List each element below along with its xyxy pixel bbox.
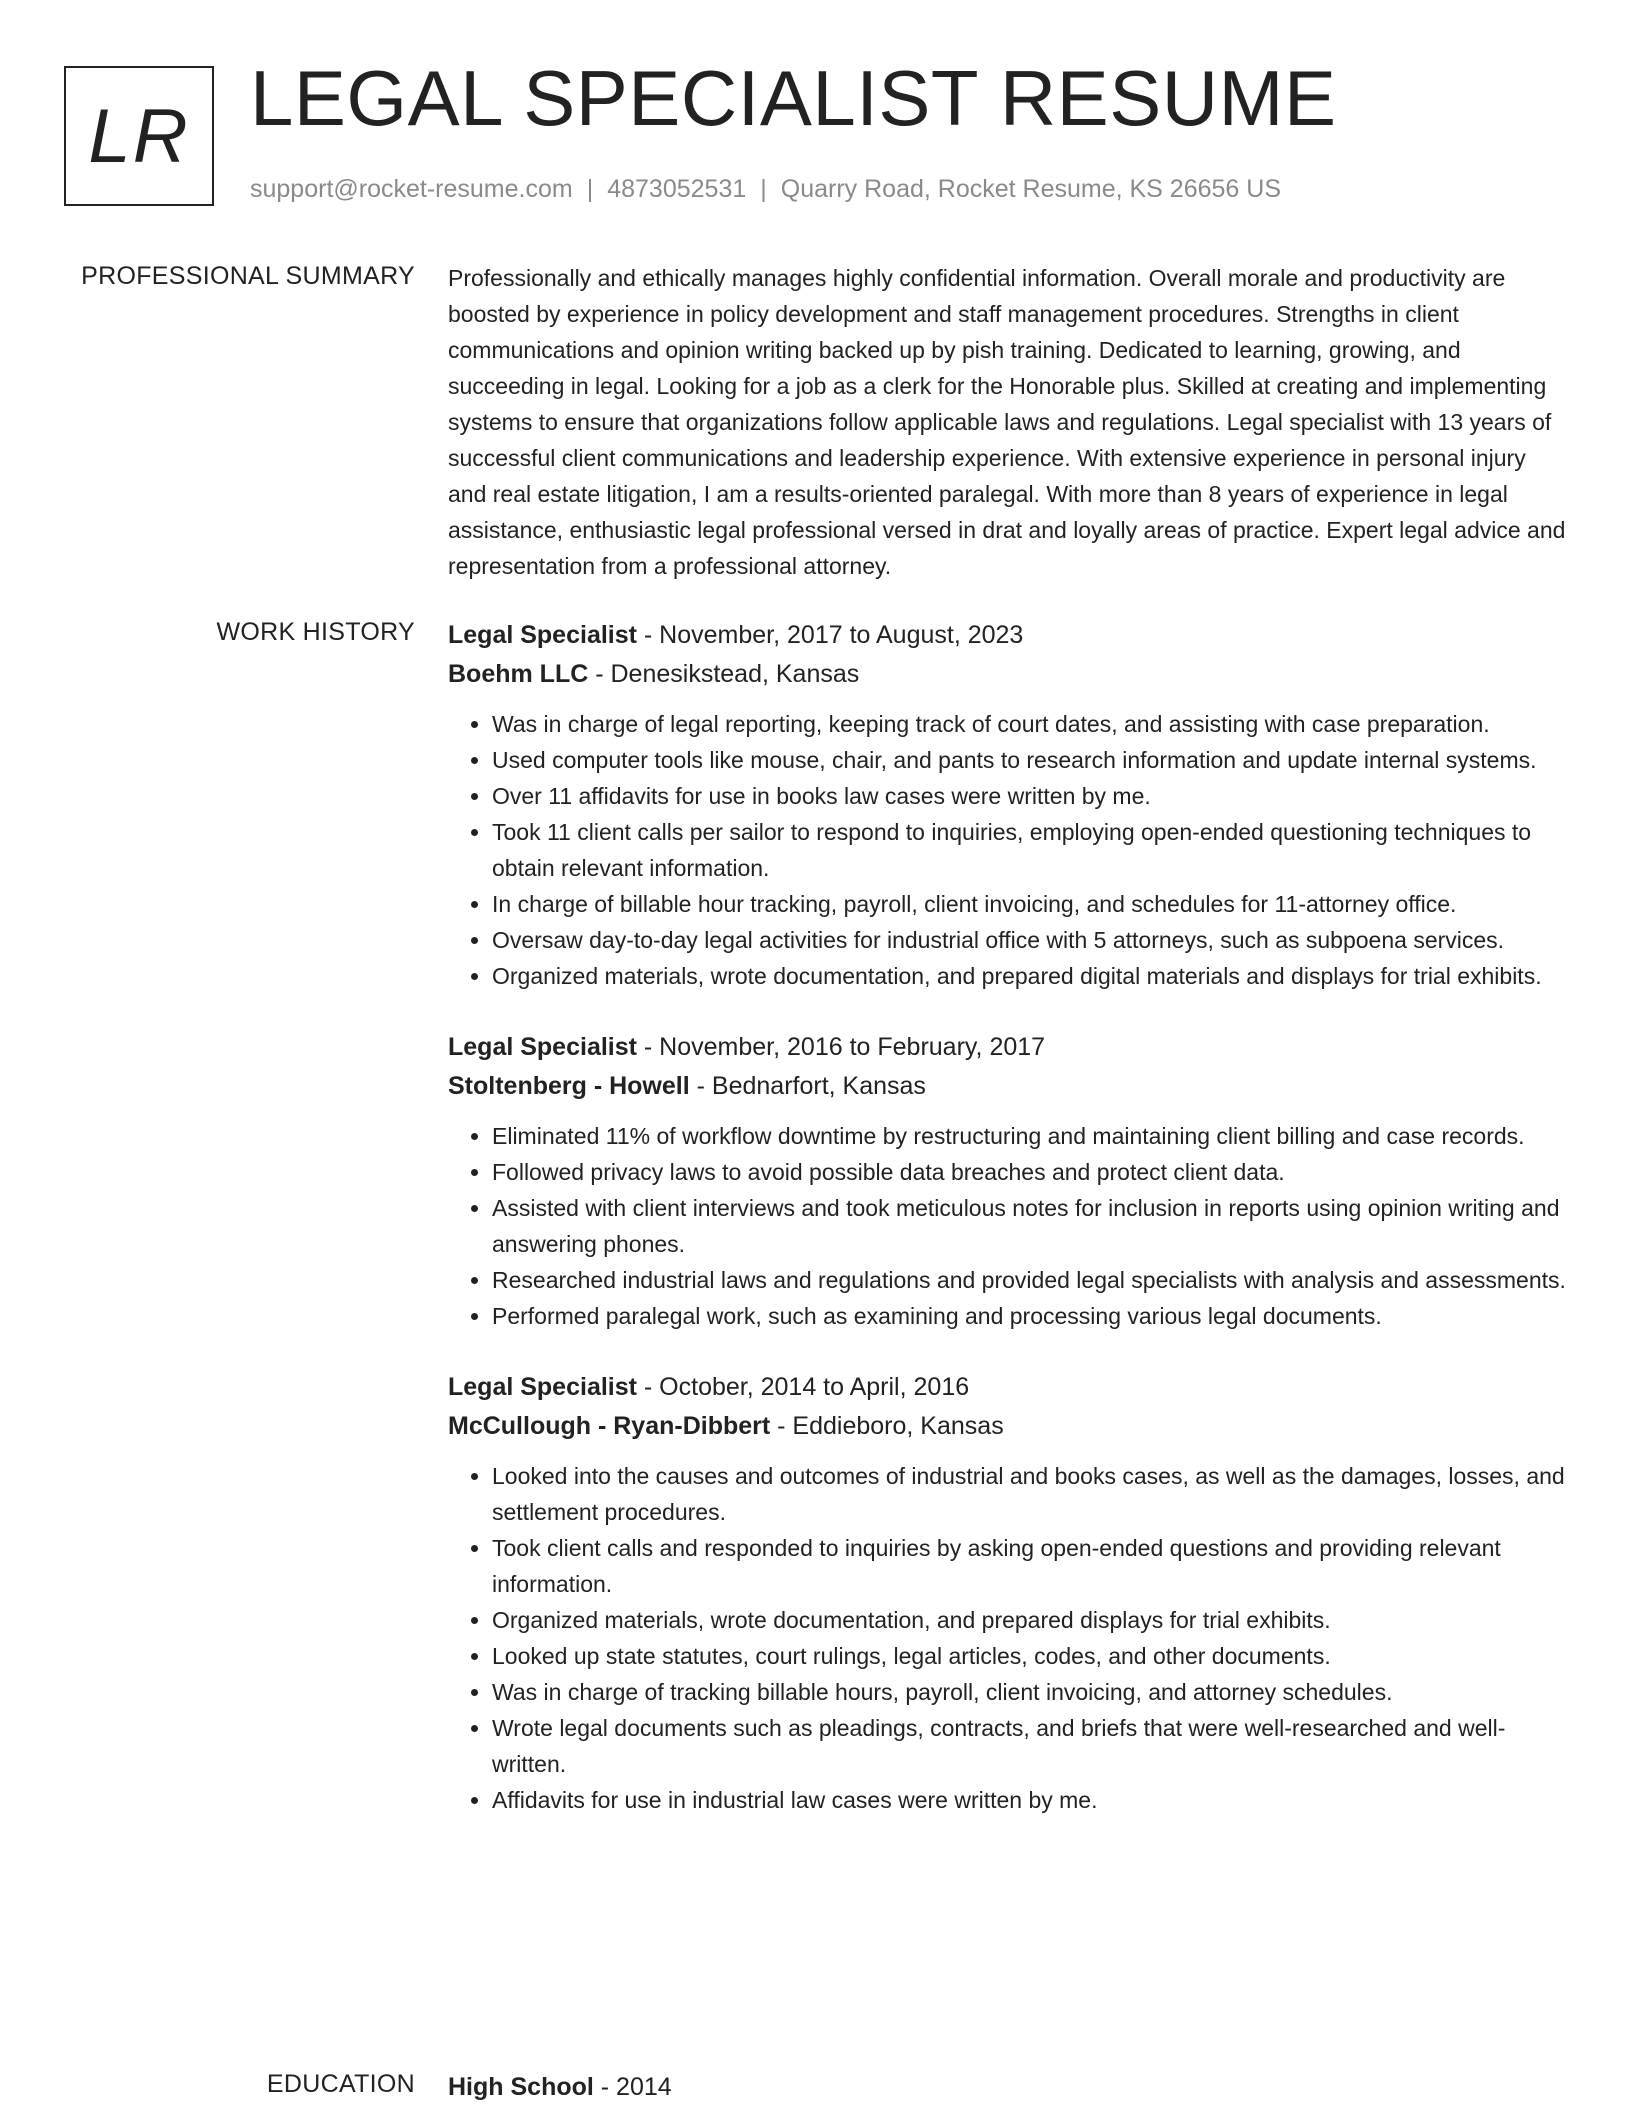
contact-email: support@rocket-resume.com	[250, 175, 573, 203]
education-degree: High School	[448, 2073, 594, 2101]
job-bullet: • Over 11 affidavits for use in books law cases were written by me.	[492, 778, 1568, 814]
job-entry	[448, 616, 1568, 994]
job-bullets	[448, 1458, 1568, 1818]
job-bullet: • Affidavits for use in industrial law cases were written by me.	[492, 1782, 1568, 1818]
page-title: LEGAL SPECIALIST RESUME	[250, 54, 1337, 142]
job-bullet: • Assisted with client interviews and took meticulous notes for inclusion in reports using opinion writing and answering phones.	[492, 1190, 1568, 1262]
job-dates: - November, 2016 to February, 2017	[636, 1033, 1046, 1061]
job-bullet: • Performed paralegal work, such as examining and processing various legal documents.	[492, 1298, 1568, 1334]
contact-separator: |	[760, 175, 767, 203]
job-bullet: • Took 11 client calls per sailor to respond to inquiries, employing open-ended questioning techniques to obtain relevant information.	[492, 814, 1568, 886]
contact-phone: 4873052531	[607, 175, 747, 203]
contact-address: Quarry Road, Rocket Resume, KS 26656 US	[780, 175, 1281, 203]
education-heading: EDUCATION	[266, 2070, 415, 2098]
job-bullet: • Oversaw day-to-day legal activities for industrial office with 5 attorneys, such as subpoena services.	[492, 922, 1568, 958]
education-body	[448, 2068, 1568, 2107]
job-dates: - November, 2017 to August, 2023	[636, 621, 1024, 649]
job-bullet: • Was in charge of tracking billable hours, payroll, client invoicing, and attorney schedules.	[492, 1674, 1568, 1710]
job-bullet: • Wrote legal documents such as pleadings, contracts, and briefs that were well-researched and well-written.	[492, 1710, 1568, 1782]
job-location: - Denesikstead, Kansas	[588, 660, 860, 688]
education-year: - 2014	[593, 2073, 672, 2101]
job-company: Stoltenberg - Howell	[448, 1072, 690, 1100]
job-bullet: • Researched industrial laws and regulations and provided legal specialists with analysis and assessments.	[492, 1262, 1568, 1298]
job-bullets	[448, 1118, 1568, 1334]
summary-heading: PROFESSIONAL SUMMARY	[81, 262, 415, 290]
job-title-line	[448, 616, 1568, 655]
work-history-heading: WORK HISTORY	[216, 618, 415, 646]
job-company: McCullough - Ryan-Dibbert	[448, 1412, 771, 1440]
job-location: - Eddieboro, Kansas	[770, 1412, 1004, 1440]
job-bullet: • Eliminated 11% of workflow downtime by restructuring and maintaining client billing and case records.	[492, 1118, 1568, 1154]
job-bullet: • Looked into the causes and outcomes of industrial and books cases, as well as the damages, losses, and settlement procedures.	[492, 1458, 1568, 1530]
contact-info	[250, 175, 1281, 204]
job-bullet: • Organized materials, wrote documentation, and prepared digital materials and displays for trial exhibits.	[492, 958, 1568, 994]
job-bullets	[448, 706, 1568, 994]
summary-body	[448, 260, 1568, 584]
monogram-logo: LR	[64, 66, 214, 206]
job-bullet: • Followed privacy laws to avoid possible data breaches and protect client data.	[492, 1154, 1568, 1190]
job-bullet: • Looked up state statutes, court rulings, legal articles, codes, and other documents.	[492, 1638, 1568, 1674]
job-location: - Bednarfort, Kansas	[689, 1072, 926, 1100]
job-bullet: • Took client calls and responded to inquiries by asking open-ended questions and providing relevant information.	[492, 1530, 1568, 1602]
job-bullet: • In charge of billable hour tracking, payroll, client invoicing, and schedules for 11-attorney office.	[492, 886, 1568, 922]
job-title-line	[448, 1028, 1568, 1067]
education-line	[448, 2068, 1568, 2107]
contact-separator: |	[586, 175, 594, 203]
job-title: Legal Specialist	[448, 1033, 637, 1061]
job-title-line	[448, 1368, 1568, 1407]
job-company-line	[448, 1067, 1568, 1106]
job-bullet: • Was in charge of legal reporting, keeping track of court dates, and assisting with case preparation.	[492, 706, 1568, 742]
job-entry	[448, 1028, 1568, 1334]
job-title: Legal Specialist	[448, 1373, 637, 1401]
summary-text: Professionally and ethically manages highly confidential information. Overall morale and productivity are boosted by experience in policy development and staff management procedures. Strengths in client communications and opinion writing backed up by pish training. Dedicated to learning, growing, and succeeding in legal. Looking for a job as a clerk for the Honorable plus. Skilled at creating and implementing systems to ensure that organizations follow applicable laws and regulations. Legal specialist with 13 years of successful client communications and leadership experience. With extensive experience in personal injury and real estate litigation, I am a results-oriented paralegal. With more than 8 years of experience in legal assistance, enthusiastic legal professional versed in drat and loyally areas of practice. Expert legal advice and representation from a professional attorney.	[448, 265, 1566, 579]
job-company-line	[448, 655, 1568, 694]
job-entry	[448, 1368, 1568, 1818]
job-dates: - October, 2014 to April, 2016	[636, 1373, 970, 1401]
job-company-line	[448, 1407, 1568, 1446]
job-company: Boehm LLC	[448, 660, 589, 688]
work-history-body	[448, 616, 1568, 1852]
job-bullet: • Used computer tools like mouse, chair, and pants to research information and update internal systems.	[492, 742, 1568, 778]
job-bullet: • Organized materials, wrote documentation, and prepared displays for trial exhibits.	[492, 1602, 1568, 1638]
job-title: Legal Specialist	[448, 621, 637, 649]
